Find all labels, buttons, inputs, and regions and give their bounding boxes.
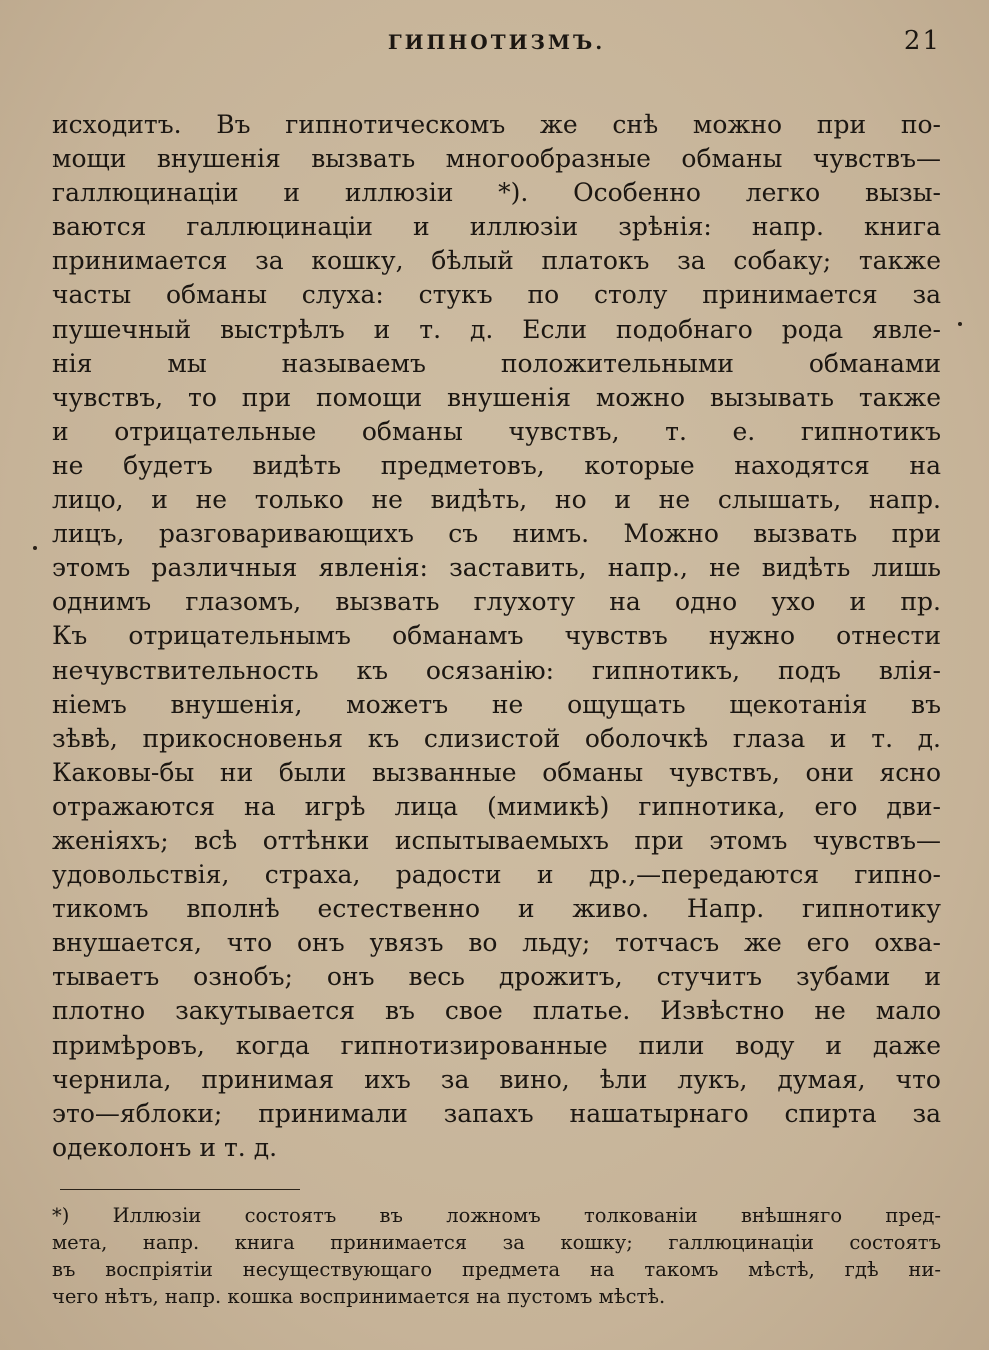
- text-line: чернила, принимая ихъ за вино, ѣли лукъ, думая, что: [52, 1064, 941, 1094]
- running-title: ГИПНОТИЗМЪ.: [387, 30, 606, 54]
- text-line: ваются галлюцинаціи и иллюзіи зрѣнія: напр. книга: [52, 212, 941, 242]
- text-line: тываетъ ознобъ; онъ весь дрожитъ, стучитъ зубами и: [52, 962, 941, 992]
- text-line: внушается, что онъ увязъ во льду; тотчасъ же его охва-: [52, 928, 941, 958]
- text-line: пушечный выстрѣлъ и т. д. Если подобнаго рода явле-: [52, 314, 941, 344]
- text-line: нечувствительность къ осязанію: гипнотикъ, подъ влія-: [52, 655, 941, 685]
- text-line: плотно закутывается въ свое платье. Извѣстно не мало: [52, 996, 941, 1026]
- text-line: галлюцинаціи и иллюзіи *). Особенно легко вызы-: [52, 178, 941, 208]
- running-head: [52, 22, 941, 68]
- text-line: женіяхъ; всѣ оттѣнки испытываемыхъ при этомъ чувствъ—: [52, 825, 941, 855]
- text-line: часты обманы слуха: стукъ по столу принимается за: [52, 280, 941, 310]
- text-line: и отрицательные обманы чувствъ, т. е. гипнотикъ: [52, 416, 941, 446]
- text-line: принимается за кошку, бѣлый платокъ за собаку; также: [52, 246, 941, 276]
- text-line: удовольствія, страха, радости и др.,—передаются гипно-: [52, 860, 941, 890]
- text-line: лицо, и не только не видѣть, но и не слышать, напр.: [52, 485, 941, 515]
- text-line: это—яблоки; принимали запахъ нашатырнаго спирта за: [52, 1098, 941, 1128]
- print-speck: [33, 546, 37, 550]
- footnote-line: въ воспріятіи несуществующаго предмета на такомъ мѣстѣ, гдѣ ни-: [52, 1257, 941, 1281]
- text-line: одеколонъ и т. д.: [52, 1132, 278, 1162]
- text-line: этомъ различныя явленія: заставить, напр., не видѣть лишь: [52, 553, 941, 583]
- print-speck: [958, 322, 962, 326]
- footnote-line: мета, напр. книга принимается за кошку; галлюцинаціи состоятъ: [52, 1230, 941, 1254]
- text-line: Каковы-бы ни были вызванные обманы чувствъ, они ясно: [52, 757, 941, 787]
- footnote-line: чего нѣтъ, напр. кошка воспринимается на пустомъ мѣстѣ.: [52, 1284, 666, 1308]
- text-line: лицъ, разговаривающихъ съ нимъ. Можно вызвать при: [52, 519, 941, 549]
- text-line: нія мы называемъ положительными обманами: [52, 348, 941, 378]
- text-line: Къ отрицательнымъ обманамъ чувствъ нужно отнести: [52, 621, 941, 651]
- page-number: 21: [903, 26, 941, 56]
- text-line: тикомъ вполнѣ естественно и живо. Напр. гипнотику: [52, 894, 941, 924]
- footnote-rule: [60, 1189, 300, 1190]
- text-line: исходитъ. Въ гипнотическомъ же снѣ можно при по-: [52, 110, 941, 139]
- text-line: зѣвѣ, прикосновенья къ слизистой оболочкѣ глаза и т. д.: [52, 723, 941, 753]
- footnote: [52, 1202, 941, 1310]
- text-line: однимъ глазомъ, вызвать глухоту на одно ухо и пр.: [52, 587, 941, 617]
- text-line: отражаются на игрѣ лица (мимикѣ) гипнотика, его дви-: [52, 791, 941, 821]
- text-line: примѣровъ, когда гипнотизированные пили воду и даже: [52, 1030, 941, 1060]
- body-text: [52, 108, 941, 1165]
- text-line: чувствъ, то при помощи внушенія можно вызывать также: [52, 382, 941, 412]
- text-line: не будетъ видѣть предметовъ, которые находятся на: [52, 450, 941, 480]
- text-line: мощи внушенія вызвать многообразные обманы чувствъ—: [52, 144, 941, 174]
- footnote-line: *) Иллюзіи состоятъ въ ложномъ толкованіи внѣшняго пред-: [52, 1203, 941, 1227]
- text-line: ніемъ внушенія, можетъ не ощущать щекотанія въ: [52, 689, 941, 719]
